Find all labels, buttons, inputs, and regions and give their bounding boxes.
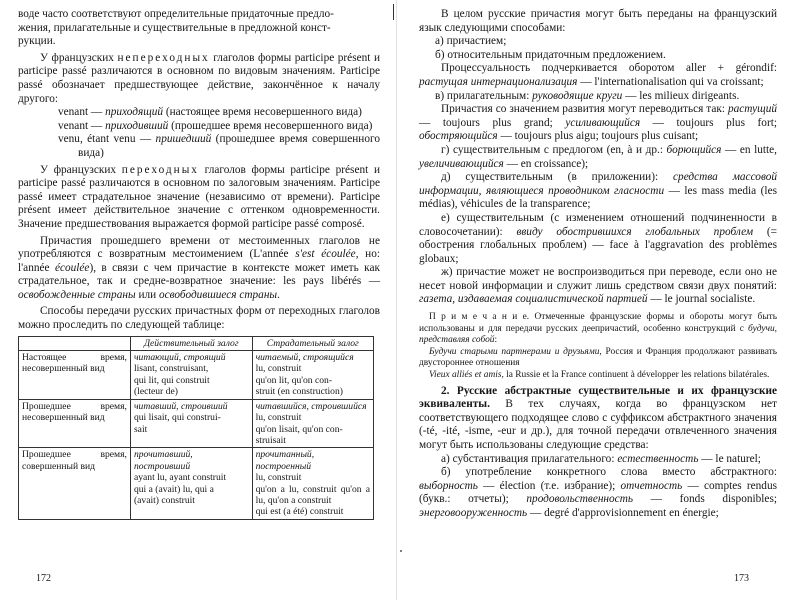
active-voice-cell: прочитавший, построивший ayant lu, ayant construit qui a (avait) lu, qui a (avait) construit [130, 448, 252, 519]
paragraph-processual: Процессуальность подчеркивается оборотом aller + gérondif: растущая интернационализация — l'internationalisation qui va croissant; [419, 62, 777, 88]
list-item: б) относительным придаточным предложением. [435, 48, 666, 61]
right-text-column [419, 8, 777, 521]
note-block [419, 312, 777, 382]
passive-voice-cell: прочитанный, построенный lu, construit qu'on a lu, construit qu'on a lu, qu'on a construit qui est (a été) construit [252, 448, 373, 519]
section-heading: 2. Русские абстрактные существительные и их французские эквиваленты. [419, 384, 777, 411]
paragraph-continuation [18, 8, 380, 49]
paragraph-intransitive: У французских непереходных глаголов формы participe présent и participe passé различаются в основном по видовым значениям. Participe passé обозначает предшествующее действие, закончённое к началу другого: [18, 51, 380, 105]
note-text: П р и м е ч а н и е. Отмеченные французские формы и обороты могут быть использованы и для передачи русских деепричастий, особенно конструкций с будучи, представляя собой: [419, 312, 777, 346]
note-example: Будучи старыми партнерами и друзьями, Россия и Франция продолжают развивать двустороннее отношения [419, 346, 777, 369]
active-voice-cell: читающий, строящий lisant, construisant, qui lit, qui construit (lecteur de) [130, 351, 252, 400]
right-page [397, 0, 793, 600]
page-number: 172 [36, 573, 51, 584]
verb-example: venant — приходящий (настоящее время несовершенного вида) [58, 106, 362, 119]
table-header-cell: Страдательный залог [252, 336, 373, 350]
table-row [19, 448, 374, 519]
table-row [19, 399, 374, 448]
page-number: 173 [734, 573, 749, 584]
table-header-cell: Действительный залог [130, 336, 252, 350]
list-item: а) субстантивация прилагательного: естественность — le naturel; [441, 452, 761, 465]
paragraph-reflexive: Причастия прошедшего времени от местоименных глаголов не употребляются с возвратным местоимением (L'année s'est écoulée, но: l'année écoulée), в связи с чем причастие в контексте может иметь как страдательное, так и средне-возвратное значение: les pays libérés — освобожденные страны или освободившиеся страны. [18, 234, 380, 301]
list-item: в) прилагательным: руководящие круги — les milieux dirigeants. [435, 89, 740, 102]
section-abstract-nouns: 2. Русские абстрактные существительные и их французские эквиваленты. В тех случаях, когда во французском нет соответствующего подходящее слово с суффиксом абстрактного значения (-té, -ité, -isme, -eur и др.), для точной передачи отвлеченного значения могут быть использованы следующие средства: [419, 384, 777, 451]
text-line: жения, прилагательные и существительные в предложной конст- [18, 21, 331, 34]
verb-example: venu, étant venu — пришедший (прошедшее время совершенного вида) [58, 133, 380, 159]
note-example: Vieux alliés et amis, la Russie et la France continuent à développer les relations bilatérales. [429, 370, 770, 381]
list-item: а) причастием; [435, 35, 507, 48]
text-line: воде часто соответствуют определительные придаточные предло- [18, 8, 334, 20]
participle-table [18, 336, 374, 520]
list-item: г) существительным с предлогом (en, à и др.: борющийся — en lutte, увеличивающийся — en croissance); [419, 143, 777, 170]
table-row [19, 351, 374, 400]
row-label: Прошедшее время, несовершенный вид [19, 399, 131, 448]
table-header-cell [19, 336, 131, 350]
table-header-row [19, 336, 374, 350]
left-text-column [18, 8, 380, 520]
active-voice-cell: читавший, строивший qui lisait, qui construi- sait [130, 399, 252, 448]
list-item: е) существительным (с изменением отношений подчиненности в словосочетании): ввиду обострившихся глобальных проблем (= обострения глобальных проблем) — face à l'aggravation des problèmes globaux; [419, 211, 777, 265]
paragraph-development: Причастия со значением развития могут переводиться так: растущий — toujours plus grand; усиливающийся — toujours plus fort; обостряющийся — toujours plus aigu; toujours plus cuisant; [419, 103, 777, 143]
list-item: б) употребление конкретного слова вместо абстрактного: выборность — élection (т.е. избрание); отчетность — comptes rendus (букв.: отчеты); продовольственность — fonds disponibles; энерговооруженность — degré d'approvisionnement en énergie; [419, 466, 777, 519]
paragraph-transitive: У французских переходных глаголов формы participe présent и participe passé различаются в основном по залоговым значениям. Participe passé имеет страдательное значение (независимо от времени). Participe présent имеет действительное значение с оттенком одновременности. Значение предшествования выражается формой participe passé composé. [18, 163, 380, 230]
paragraph-table-intro: Способы передачи русских причастных форм от переходных глаголов можно проследить по следующей таблице: [18, 305, 380, 332]
row-label: Прошедшее время, совершенный вид [19, 448, 131, 519]
list-item: ж) причастие может не воспроизводиться при переводе, если оно не несет новой информации и служит лишь средством связи двух понятий: газета, издаваемая социалистической партией — le journal socialiste. [419, 266, 777, 306]
verb-example: venant — приходивший (прошедшее время несовершенного вида) [58, 119, 373, 132]
list-item: д) существительным (в приложении): средства массовой информации, являющиеся проводником гласности — les mass media (les médias), véhicules de la transparence; [419, 171, 777, 211]
text-line: рукции. [18, 35, 56, 48]
paragraph-intro: В целом русские причастия могут быть переданы на французский язык следующими способами: [419, 8, 777, 34]
row-label: Настоящее время, несовершенный вид [19, 351, 131, 400]
passive-voice-cell: читавшийся, строившийся lu, construit qu'on lisait, qu'on con- struisait [252, 399, 373, 448]
passive-voice-cell: читаемый, строящийся lu, construit qu'on lit, qu'on con- struit (en construction) [252, 351, 373, 400]
